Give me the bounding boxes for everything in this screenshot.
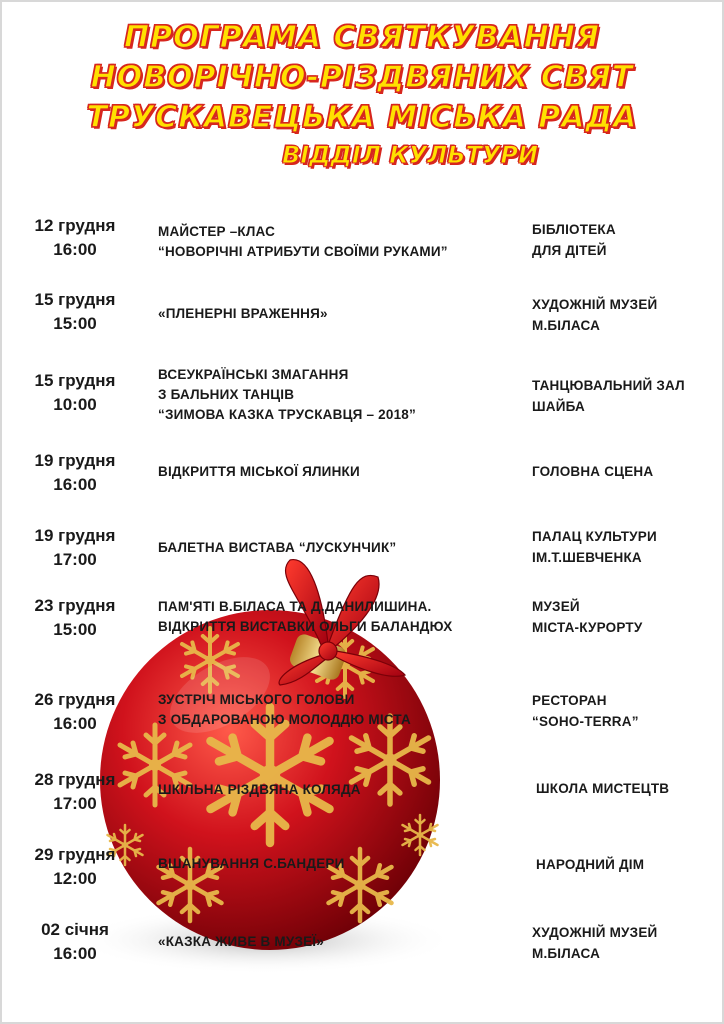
event-time: 17:00 bbox=[53, 794, 97, 813]
event-description-line: ЗУСТРІЧ МІСЬКОГО ГОЛОВИ bbox=[158, 692, 355, 707]
event-time: 15:00 bbox=[53, 620, 97, 639]
event-date: 19 грудня bbox=[34, 526, 116, 545]
event-date: 28 грудня bbox=[34, 770, 116, 789]
event-venue-line: ТАНЦЮВАЛЬНИЙ ЗАЛ bbox=[532, 378, 685, 393]
event-description-line: «КАЗКА ЖИВЕ В МУЗЕЇ» bbox=[158, 934, 324, 949]
event-venue-line: БІБЛІОТЕКА bbox=[532, 222, 616, 237]
event-time: 15:00 bbox=[53, 314, 97, 333]
event-description-line: “ЗИМОВА КАЗКА ТРУСКАВЦЯ – 2018” bbox=[158, 407, 416, 422]
event-description bbox=[158, 304, 518, 324]
event-description-line: “НОВОРІЧНІ АТРИБУТИ СВОЇМИ РУКАМИ” bbox=[158, 244, 448, 259]
event-description bbox=[158, 462, 518, 482]
event-venue-line: М.БІЛАСА bbox=[532, 318, 601, 333]
event-venue-line: “SOHO-TERRA” bbox=[532, 714, 639, 729]
event-venue bbox=[532, 690, 712, 732]
event-date: 15 грудня bbox=[34, 290, 116, 309]
event-venue-line: МІСТА-КУРОРТУ bbox=[532, 620, 643, 635]
event-datetime bbox=[22, 524, 128, 572]
event-venue-line: ШАЙБА bbox=[532, 399, 585, 414]
event-time: 16:00 bbox=[53, 944, 97, 963]
event-description bbox=[158, 780, 518, 800]
event-time: 16:00 bbox=[53, 475, 97, 494]
event-description-line: ШКІЛЬНА РІЗДВЯНА КОЛЯДА bbox=[158, 782, 361, 797]
event-venue-line: ГОЛОВНА СЦЕНА bbox=[532, 464, 654, 479]
event-venue-line: РЕСТОРАН bbox=[532, 693, 607, 708]
event-description-line: ВШАНУВАННЯ С.БАНДЕРИ bbox=[158, 856, 345, 871]
event-datetime bbox=[22, 918, 128, 966]
event-date: 29 грудня bbox=[34, 845, 116, 864]
event-venue bbox=[532, 526, 712, 568]
event-venue-line: ІМ.Т.ШЕВЧЕНКА bbox=[532, 550, 642, 565]
event-date: 15 грудня bbox=[34, 371, 116, 390]
event-datetime bbox=[22, 768, 128, 816]
event-venue-line: ШКОЛА МИСТЕЦТВ bbox=[536, 781, 670, 796]
event-venue-line: ХУДОЖНІЙ МУЗЕЙ bbox=[532, 925, 658, 940]
subtitle: ВІДДІЛ КУЛЬТУРИ bbox=[281, 141, 539, 169]
event-venue bbox=[532, 596, 712, 638]
title-line-2: НОВОРІЧНО-РІЗДВЯНИХ СВЯТ bbox=[90, 60, 634, 95]
event-description-line: ПАМ'ЯТІ В.БІЛАСА ТА Д.ДАНИЛИШИНА. bbox=[158, 599, 432, 614]
event-venue bbox=[532, 922, 712, 964]
event-venue-line: ХУДОЖНІЙ МУЗЕЙ bbox=[532, 297, 658, 312]
event-time: 12:00 bbox=[53, 869, 97, 888]
event-venue bbox=[532, 461, 712, 482]
event-description bbox=[158, 365, 518, 425]
event-description bbox=[158, 538, 518, 558]
event-description-line: ВІДКРИТТЯ МІСЬКОЇ ЯЛИНКИ bbox=[158, 464, 360, 479]
event-description bbox=[158, 222, 518, 262]
event-description bbox=[158, 690, 518, 730]
event-date: 02 січня bbox=[41, 920, 109, 939]
event-date: 26 грудня bbox=[34, 690, 116, 709]
event-time: 16:00 bbox=[53, 714, 97, 733]
event-description-line: З ОБДАРОВАНОЮ МОЛОДДЮ МІСТА bbox=[158, 712, 411, 727]
event-description-line: ВІДКРИТТЯ ВИСТАВКИ ОЛЬГИ БАЛАНДЮХ bbox=[158, 619, 453, 634]
event-description-line: «ПЛЕНЕРНІ ВРАЖЕННЯ» bbox=[158, 306, 328, 321]
event-description bbox=[158, 932, 518, 952]
event-venue-line: М.БІЛАСА bbox=[532, 946, 601, 961]
event-venue bbox=[536, 854, 716, 875]
event-time: 10:00 bbox=[53, 395, 97, 414]
event-venue bbox=[532, 375, 712, 417]
event-time: 16:00 bbox=[53, 240, 97, 259]
event-datetime bbox=[22, 369, 128, 417]
event-datetime bbox=[22, 843, 128, 891]
event-description-line: МАЙСТЕР –КЛАС bbox=[158, 224, 276, 239]
event-description bbox=[158, 597, 518, 637]
event-description-line: БАЛЕТНА ВИСТАВА “ЛУСКУНЧИК” bbox=[158, 540, 397, 555]
event-venue bbox=[532, 294, 712, 336]
event-datetime bbox=[22, 449, 128, 497]
event-venue-line: НАРОДНИЙ ДІМ bbox=[536, 857, 645, 872]
event-datetime bbox=[22, 214, 128, 262]
event-venue-line: ДЛЯ ДІТЕЙ bbox=[532, 243, 607, 258]
title-line-3: ТРУСКАВЕЦЬКА МІСЬКА РАДА bbox=[86, 100, 638, 135]
event-venue bbox=[536, 778, 716, 799]
event-venue-line: МУЗЕЙ bbox=[532, 599, 580, 614]
event-description bbox=[158, 854, 518, 874]
event-date: 12 грудня bbox=[34, 216, 116, 235]
event-datetime bbox=[22, 594, 128, 642]
event-venue bbox=[532, 219, 712, 261]
event-date: 23 грудня bbox=[34, 596, 116, 615]
event-datetime bbox=[22, 288, 128, 336]
title-line-1: ПРОГРАМА СВЯТКУВАННЯ bbox=[124, 20, 600, 55]
event-time: 17:00 bbox=[53, 550, 97, 569]
event-date: 19 грудня bbox=[34, 451, 116, 470]
event-description-line: З БАЛЬНИХ ТАНЦІВ bbox=[158, 387, 295, 402]
event-venue-line: ПАЛАЦ КУЛЬТУРИ bbox=[532, 529, 657, 544]
event-datetime bbox=[22, 688, 128, 736]
event-description-line: ВСЕУКРАЇНСЬКІ ЗМАГАННЯ bbox=[158, 367, 349, 382]
